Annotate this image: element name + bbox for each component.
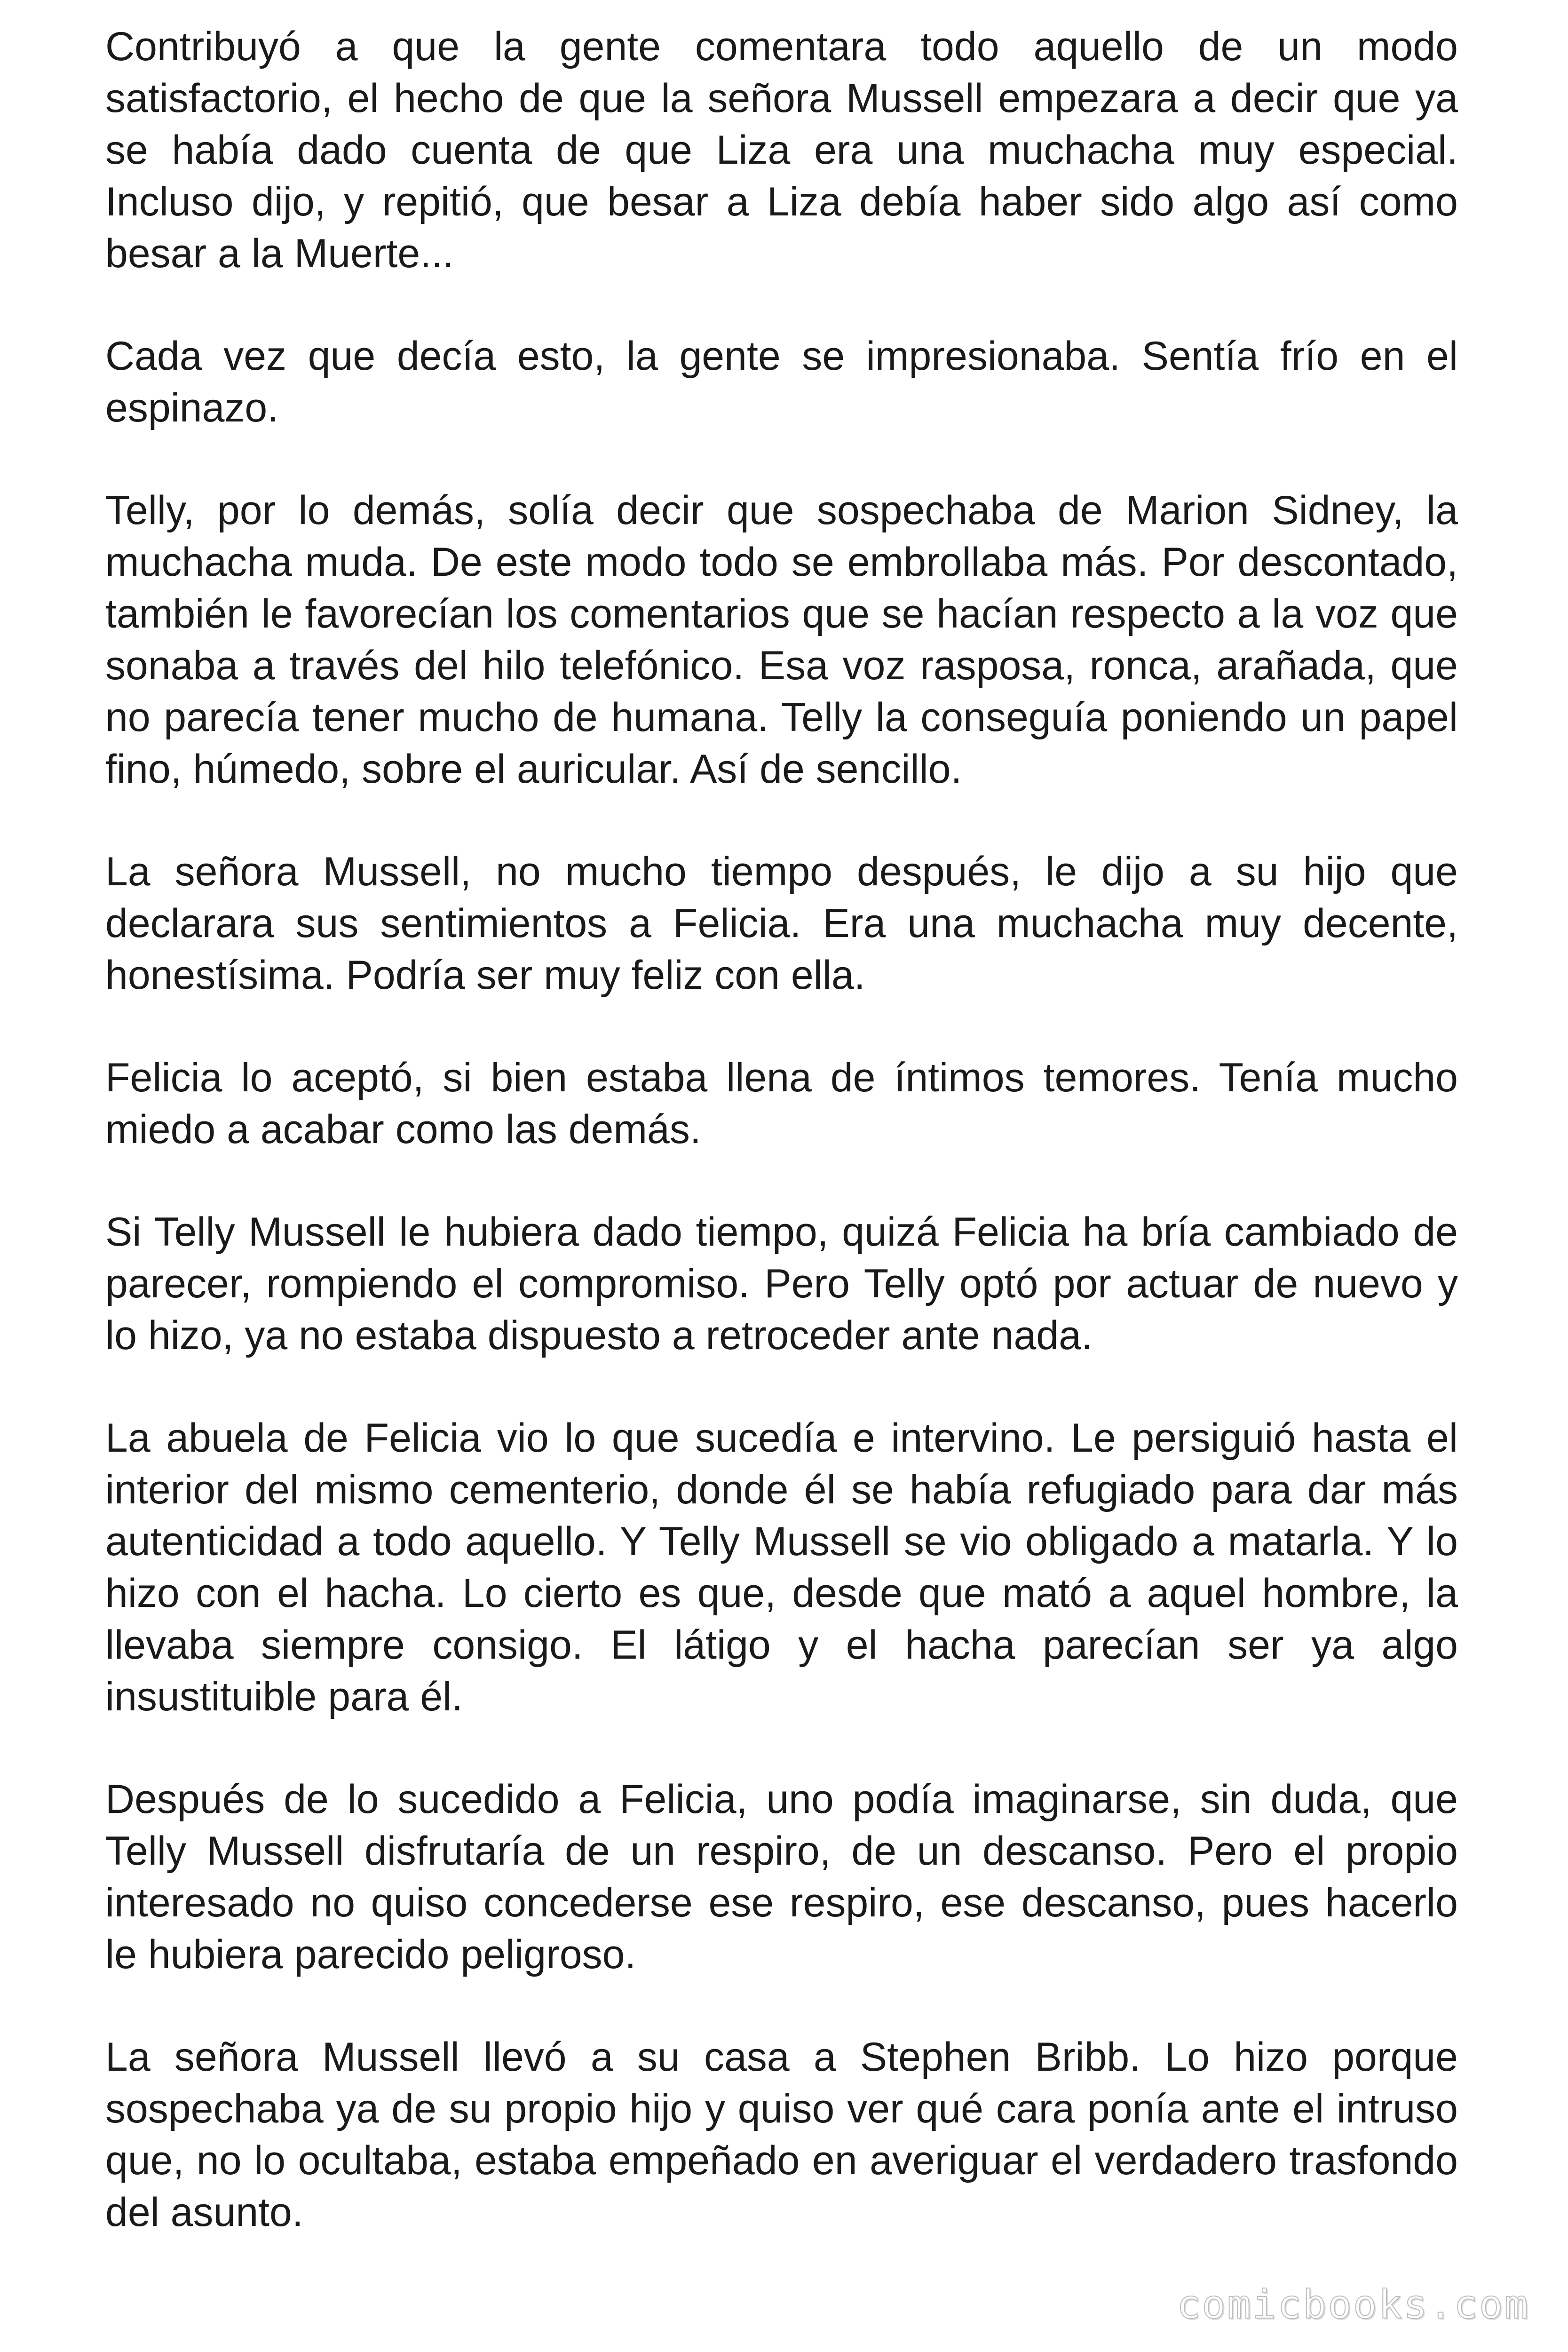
- text-column: [105, 21, 1458, 2238]
- paragraph: Si Telly Mussell le hubiera dado tiempo, quizá Felicia ha bría cambiado de parecer, rompiendo el compromiso. Pero Telly optó por actuar de nuevo y lo hizo, ya no estaba dispuesto a retroceder ante nada.: [105, 1209, 1458, 1358]
- paragraph: La señora Mussell, no mucho tiempo después, le dijo a su hijo que declarara sus sentimientos a Felicia. Era una muchacha muy decente, honestísima. Podría ser muy feliz con ella.: [105, 849, 1458, 998]
- paragraph: Telly, por lo demás, solía decir que sospechaba de Marion Sidney, la muchacha muda. De este modo todo se embrollaba más. Por descontado, también le favorecían los comentarios que se hacían respecto a la voz que sonaba a través del hilo telefónico. Esa voz rasposa, ronca, arañada, que no parecía tener mucho de humana. Telly la conseguía poniendo un papel fino, húmedo, sobre el auricular. Así de sencillo.: [105, 488, 1458, 792]
- watermark: comicbooks.com: [1176, 2281, 1529, 2328]
- paragraph: Contribuyó a que la gente comentara todo aquello de un modo satisfactorio, el hecho de que la señora Mussell empezara a decir que ya se había dado cuenta de que Liza era una muchacha muy especial. Incluso dijo, y repitió, que besar a Liza debía haber sido algo así como besar a la Muerte...: [105, 24, 1458, 276]
- paragraph: Cada vez que decía esto, la gente se impresionaba. Sentía frío en el espinazo.: [105, 334, 1458, 430]
- paragraph: La señora Mussell llevó a su casa a Stephen Bribb. Lo hizo porque sospechaba ya de su propio hijo y quiso ver qué cara ponía ante el intruso que, no lo ocultaba, estaba empeñado en averiguar el verdadero trasfondo del asunto.: [105, 2034, 1458, 2235]
- paragraph: Felicia lo aceptó, si bien estaba llena de íntimos temores. Tenía mucho miedo a acabar como las demás.: [105, 1055, 1458, 1152]
- paragraph: Después de lo sucedido a Felicia, uno podía imaginarse, sin duda, que Telly Mussell disfrutaría de un respiro, de un descanso. Pero el propio interesado no quiso concederse ese respiro, ese descanso, pues hacerlo le hubiera parecido peligroso.: [105, 1777, 1458, 1977]
- paragraph: La abuela de Felicia vio lo que sucedía e intervino. Le persiguió hasta el interior del mismo cementerio, donde él se había refugiado para dar más autenticidad a todo aquello. Y Telly Mussell se vio obligado a matarla. Y lo hizo con el hacha. Lo cierto es que, desde que mató a aquel hombre, la llevaba siempre consigo. El látigo y el hacha parecían ser ya algo insustituible para él.: [105, 1415, 1458, 1719]
